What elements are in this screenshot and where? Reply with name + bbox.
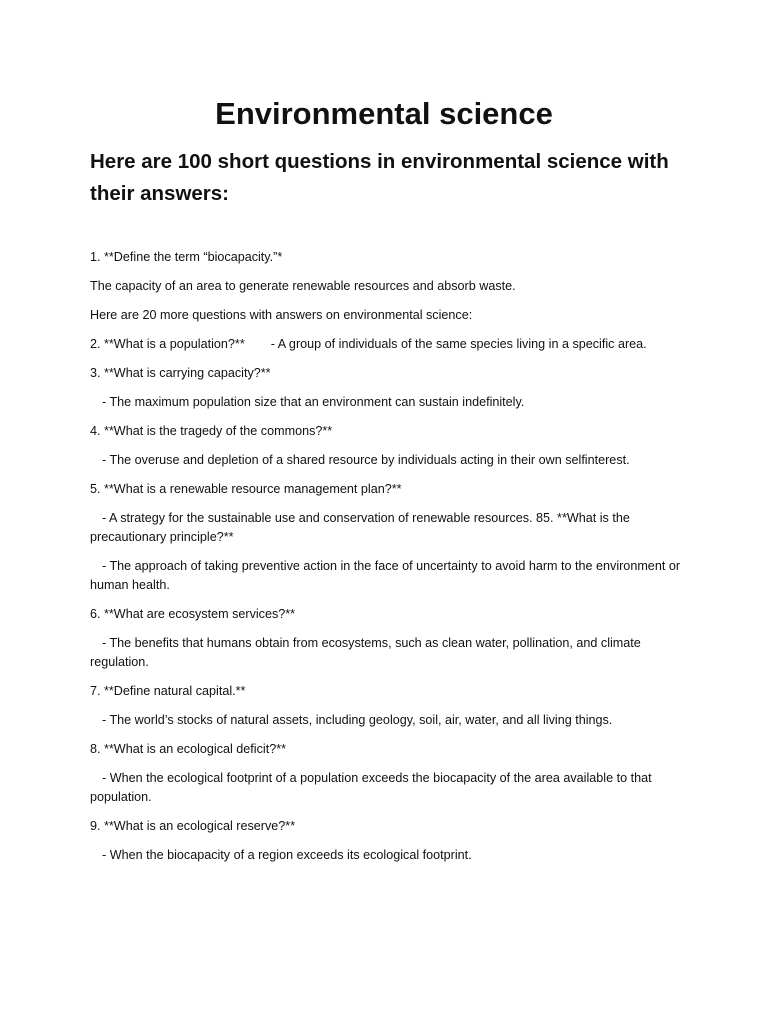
question-2 bbox=[90, 335, 690, 354]
question-9: 9. **What is an ecological reserve?** bbox=[90, 819, 296, 833]
qa-content bbox=[90, 248, 690, 865]
answer-85-text: - The approach of taking preventive action in the face of uncertainty to avoid harm to the environment or human health. bbox=[90, 559, 681, 592]
question-4: 4. **What is the tragedy of the commons?** bbox=[90, 424, 333, 438]
answer-7: - The world’s stocks of natural assets, including geology, soil, air, water, and all living things. bbox=[102, 713, 613, 727]
question-2-text: 2. **What is a population?** bbox=[90, 337, 245, 351]
answer-6 bbox=[90, 634, 690, 672]
answer-9: - When the biocapacity of a region exceeds its ecological footprint. bbox=[102, 848, 472, 862]
answer-3: - The maximum population size that an environment can sustain indefinitely. bbox=[102, 395, 525, 409]
question-8: 8. **What is an ecological deficit?** bbox=[90, 742, 287, 756]
answer-2: - A group of individuals of the same species living in a specific area. bbox=[270, 337, 647, 351]
page-subtitle: Here are 100 short questions in environmental science with their answers: bbox=[90, 150, 669, 205]
answer-6-text: - The benefits that humans obtain from ecosystems, such as clean water, pollination, and climate regulation. bbox=[90, 636, 641, 669]
answer-4: - The overuse and depletion of a shared resource by individuals acting in their own selfinterest. bbox=[102, 453, 630, 467]
question-6: 6. **What are ecosystem services?** bbox=[90, 607, 296, 621]
answer-8-text: - When the ecological footprint of a population exceeds the biocapacity of the area available to that population. bbox=[90, 771, 652, 804]
answer-1: The capacity of an area to generate renewable resources and absorb waste. bbox=[90, 279, 516, 293]
intro-line: Here are 20 more questions with answers on environmental science: bbox=[90, 308, 473, 322]
answer-85 bbox=[90, 557, 690, 595]
answer-5-text: - A strategy for the sustainable use and conservation of renewable resources. 85. **What is the precautionary principle?** bbox=[90, 511, 630, 544]
page-title: Environmental science bbox=[215, 96, 553, 131]
answer-8 bbox=[90, 769, 690, 807]
question-1: 1. **Define the term “biocapacity.”* bbox=[90, 250, 283, 264]
question-3: 3. **What is carrying capacity?** bbox=[90, 366, 271, 380]
answer-5 bbox=[90, 509, 690, 547]
question-7: 7. **Define natural capital.** bbox=[90, 684, 246, 698]
question-5: 5. **What is a renewable resource management plan?** bbox=[90, 482, 402, 496]
